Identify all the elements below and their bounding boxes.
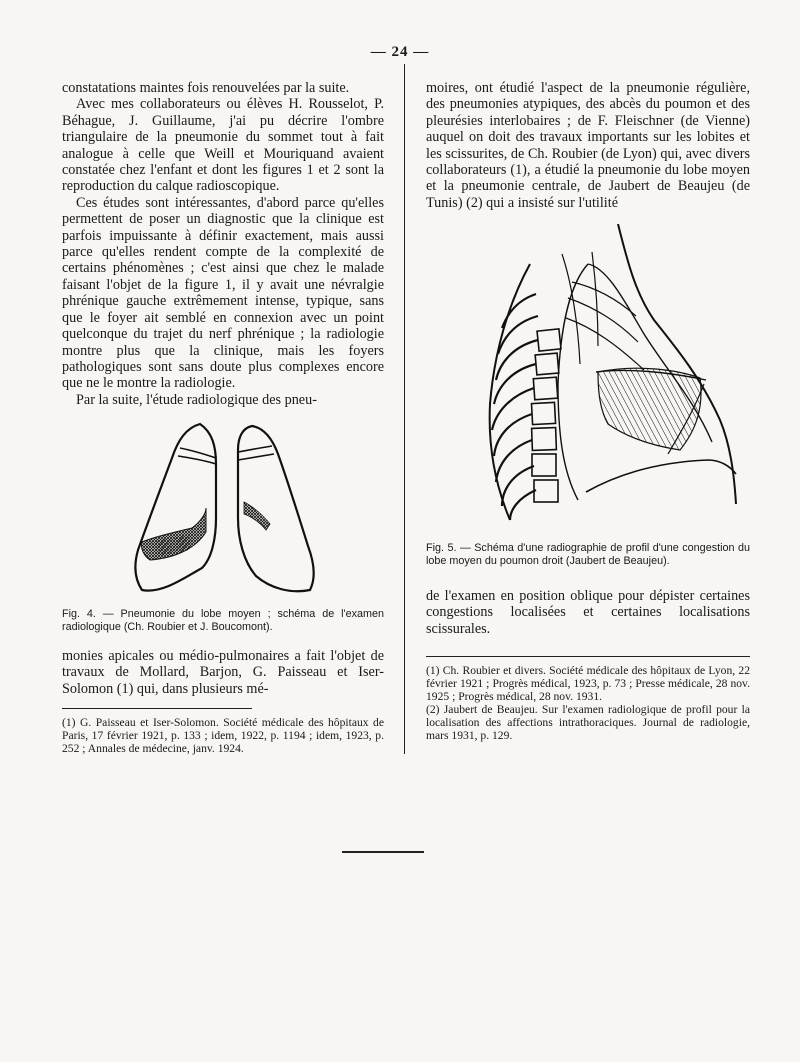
- right-lung-clavicle: [238, 446, 274, 460]
- right-lung-shadow: [244, 502, 270, 530]
- end-rule: [342, 851, 424, 853]
- right-column-continued: [426, 588, 750, 637]
- spine: [531, 329, 560, 502]
- left-lung-outline: [135, 424, 216, 591]
- left-column: [62, 80, 384, 408]
- left-paragraph-1: constatations maintes fois renouvelées par la suite.: [62, 80, 350, 96]
- footnote-right-1: (1) Ch. Roubier et divers. Société médicale des hôpitaux de Lyon, 22 février 1921 ; Progrès médical, 1923, p. 73 ; Presse médicale, 28 nov. 1925 ; Progrès médical, 28 nov. 1931.: [426, 664, 750, 703]
- left-lung-clavicle: [178, 448, 216, 464]
- right-paragraph-1: moires, ont étudié l'aspect de la pneumonie régulière, des pneumonies atypiques, des abcès du poumon et des pleurésies interlobaires ; de F. Fleischner (de Vienne) auquel on doit des travaux importants sur les lobites et les scissurites, de Ch. Roubier (de Lyon) qui, avec divers collaborateurs (1), a étudié la pneumonie du lobe moyen et la pneumonie centrale, de Jaubert de Beaujeu (de Tunis) (2) qui a insisté sur l'utilité: [426, 80, 750, 211]
- diaphragm: [586, 460, 736, 492]
- left-paragraph-5: monies apicales ou médio-pulmonaires a fait l'objet de travaux de Mollard, Barjon, G. Paisseau et Iser-Solomon (1) qui, dans plusieurs mé-: [62, 648, 384, 697]
- footnotes-right: [426, 664, 750, 742]
- right-paragraph-2: de l'examen en position oblique pour dépister certaines congestions localisées et certaines localisations scissurales.: [426, 588, 750, 637]
- figure-4-caption: Fig. 4. — Pneumonie du lobe moyen ; schéma de l'examen radiologique (Ch. Roubier et J. Boucomont).: [62, 608, 384, 633]
- figure-4-lungs-diagram: [120, 418, 340, 600]
- middle-lobe-shadow: [598, 368, 701, 450]
- footnote-right-2: (2) Jaubert de Beaujeu. Sur l'examen radiologique de profil pour la localisation des affections intrathoraciques. Journal de radiologie, mars 1931, p. 129.: [426, 703, 750, 742]
- left-column-continued: [62, 648, 384, 697]
- left-paragraph-3: Ces études sont intéressantes, d'abord parce qu'elles permettent de poser un diagnostic que la clinique est parfois impuissante à définir exactement, mais aussi parce qu'elles rendent compte de la complexité de certains phénomènes ; c'est ainsi que chez le malade faisant l'objet de la figure 1, il y avait une névralgie phrénique gauche extrêmement intense, typique, sans que le foyer ait semblé en connexion avec un point quelconque du trajet du nerf phrénique ; la radiologie montre plus que la clinique, mais les foyers pathologiques sont sans doute plus complexes encore que ne le montre la radiologie.: [62, 194, 384, 392]
- left-paragraph-2: Avec mes collaborateurs ou élèves H. Rousselot, P. Béhague, J. Guillaume, j'ai pu décrire l'ombre triangulaire de la pneumonie du sommet tout à fait analogue à celle que Weill et Mouriquand avaient constatée chez l'enfant et dont les figures 1 et 2 sont la reproduction du calque radioscopique.: [62, 96, 384, 195]
- right-column: [426, 80, 750, 211]
- figure-5-caption: Fig. 5. — Schéma d'une radiographie de profil d'une congestion du lobe moyen du poumon droit (Jaubert de Beaujeu).: [426, 542, 750, 567]
- footnote-rule-left: [62, 708, 252, 709]
- left-paragraph-4: Par la suite, l'étude radiologique des pneu-: [76, 391, 317, 408]
- column-divider: [404, 64, 405, 754]
- page-number: — 24 —: [370, 44, 430, 60]
- footnote-left-1: (1) G. Paisseau et Iser-Solomon. Société médicale des hôpitaux de Paris, 17 février 1921, p. 133 ; idem, 1922, p. 1194 ; idem, 1923, p. 252 ; Annales de médecine, janv. 1924.: [62, 716, 384, 755]
- anterior-ribs: [566, 282, 644, 370]
- figure-5-lateral-chest-diagram: [468, 224, 750, 530]
- footnote-rule-right: [426, 656, 750, 657]
